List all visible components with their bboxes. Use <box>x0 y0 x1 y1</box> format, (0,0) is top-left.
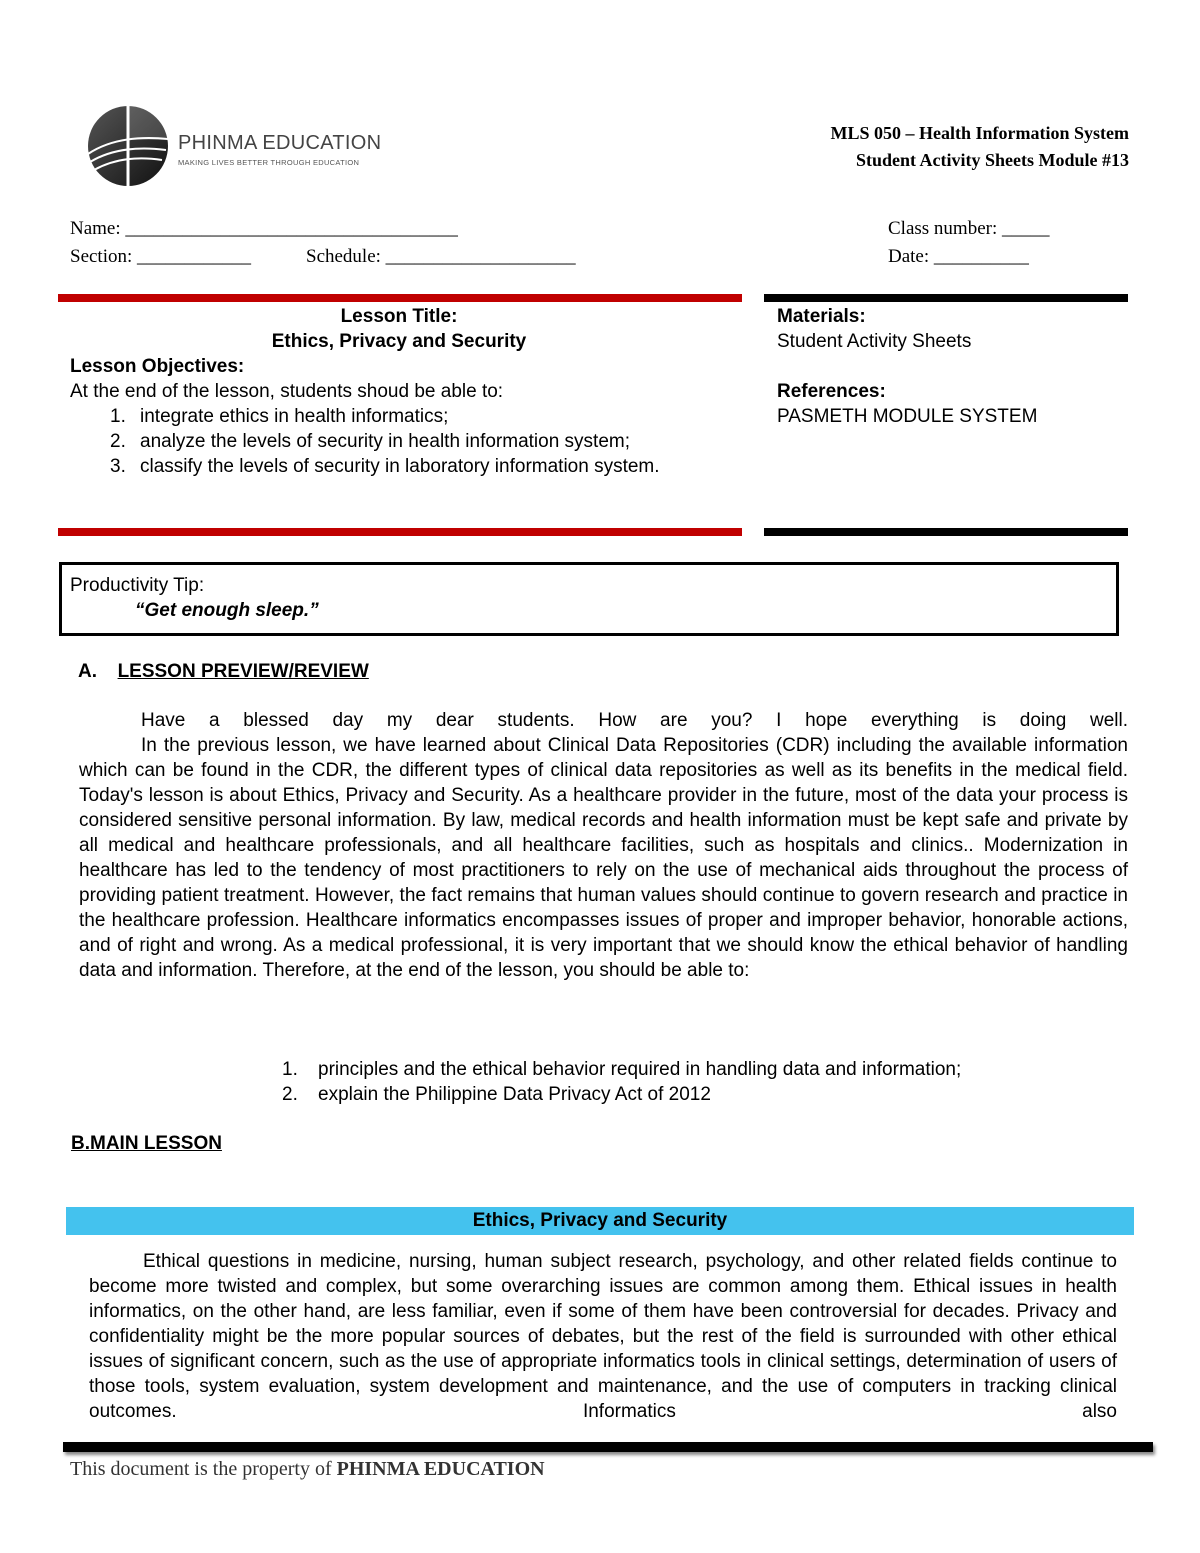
class-number-field[interactable]: Class number: _____ <box>888 218 1050 239</box>
productivity-tip-quote: “Get enough sleep.” <box>135 600 319 621</box>
name-field[interactable]: Name: ___________________________________ <box>70 218 458 239</box>
lesson-objectives-label: Lesson Objectives: <box>70 356 245 377</box>
section-field[interactable]: Section: ____________ <box>70 246 252 267</box>
references-label: References: <box>777 381 886 402</box>
phinma-logo-mark-icon <box>78 104 178 186</box>
logo-tagline: MAKING LIVES BETTER THROUGH EDUCATION <box>178 158 360 167</box>
topic-banner: Ethics, Privacy and Security <box>66 1207 1134 1235</box>
list-item: 2. explain the Philippine Data Privacy Act of 2012 <box>282 1084 711 1105</box>
logo-wordmark: PHINMA EDUCATION <box>178 132 382 154</box>
lesson-title-label: Lesson Title: <box>340 306 458 327</box>
section-a-greeting: Have a blessed day my dear students. How are you? I hope everything is doing well. <box>141 710 1128 731</box>
objectives-list <box>70 404 728 479</box>
materials-value: Student Activity Sheets <box>777 331 972 352</box>
footer-prefix: This document is the property of <box>70 1458 337 1480</box>
list-item: 3. classify the levels of security in laboratory information system. <box>110 456 660 477</box>
section-b-heading: B.MAIN LESSON <box>71 1133 222 1154</box>
section-a-paragraph: In the previous lesson, we have learned about Clinical Data Repositories (CDR) including the available information which can be found in the CDR, the different types of clinical data repositories as well as its benefits in the medical field. Today's lesson is about Ethics, Privacy and Security. As a healthcare provider in the future, most of the data your process is considered sensitive personal information. By law, medical records and health information must be kept safe and private by all medical and healthcare professionals, and all healthcare facilities, such as hospitals and clinics.. Modernization in healthcare has led to the tendency of most practitioners to rely on the use of mechanical aids throughout the process of providing patient treatment. However, the fact remains that human values should continue to govern research and practice in the healthcare profession. Healthcare informatics encompasses issues of proper and improper behavior, honorable actions, and of right and wrong. As a medical professional, it is very important that we should know the ethical behavior of handling data and information. Therefore, at the end of the lesson, you should be able to: <box>79 735 1128 981</box>
section-a-heading <box>78 659 369 684</box>
red-divider-top <box>58 294 742 302</box>
black-divider-top <box>764 294 1128 302</box>
productivity-tip-label: Productivity Tip: <box>70 575 205 596</box>
section-a-title: LESSON PREVIEW/REVIEW <box>117 661 369 682</box>
footer-owner: PHINMA EDUCATION <box>336 1458 545 1480</box>
list-item: 1. integrate ethics in health informatics; <box>110 406 449 427</box>
section-a-letter: A. <box>78 661 97 682</box>
list-item: 2. analyze the levels of security in health information system; <box>110 431 631 452</box>
black-divider-bottom <box>764 528 1128 536</box>
materials-block <box>777 304 1127 429</box>
lesson-objectives-intro: At the end of the lesson, students shoud be able to: <box>70 381 504 402</box>
schedule-field[interactable]: Schedule: ____________________ <box>306 246 576 267</box>
section-b-paragraph: Ethical questions in medicine, nursing, human subject research, psychology, and other related fields continue to become more twisted and complex, but some overarching issues are common among them. Ethical issues in health informatics, on the other hand, are less familiar, even if some of them have been controversial for decades. Privacy and confidentiality might be the more popular sources of debates, but the rest of the field is surrounded with other ethical issues of significant concern, such as the use of appropriate informatics tools in clinical settings, determination of users of those tools, system evaluation, system development and maintenance, and the use of computers in tracking clinical outcomes. Informatics also <box>89 1251 1117 1422</box>
list-item: 1. principles and the ethical behavior required in handling data and information; <box>282 1059 962 1080</box>
red-divider-bottom <box>58 528 742 536</box>
materials-label: Materials: <box>777 306 866 327</box>
course-heading <box>831 120 1130 174</box>
course-title: MLS 050 – Health Information System <box>830 123 1129 143</box>
module-title: Student Activity Sheets Module #13 <box>855 150 1129 170</box>
section-a-list <box>282 1057 961 1107</box>
footer-text <box>70 1458 545 1481</box>
footer-divider <box>63 1442 1153 1452</box>
lesson-title: Ethics, Privacy and Security <box>271 331 527 352</box>
lesson-block <box>70 304 728 479</box>
date-field[interactable]: Date: __________ <box>888 246 1029 267</box>
references-value: PASMETH MODULE SYSTEM <box>777 406 1038 427</box>
